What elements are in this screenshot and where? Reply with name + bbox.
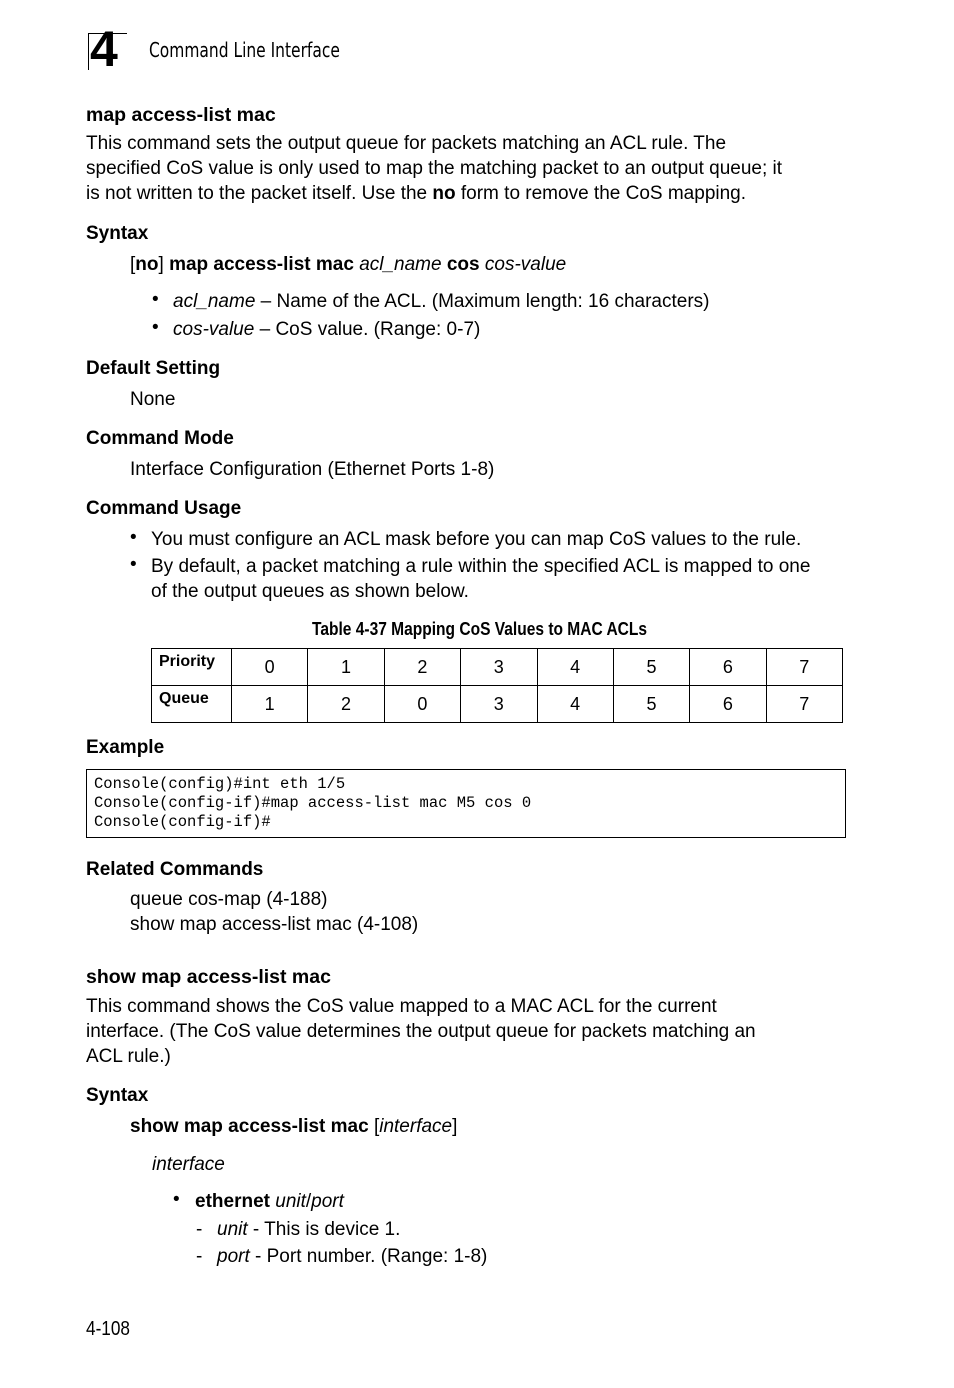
- table-cell: 0: [384, 686, 460, 723]
- param-port: port: [311, 1191, 344, 1212]
- param-desc: – Name of the ACL. (Maximum length: 16 characters): [255, 291, 710, 312]
- sub-param-port: [217, 1244, 487, 1269]
- table-cell: 5: [613, 686, 689, 723]
- command-mode-heading: Command Mode: [86, 428, 234, 449]
- chapter-title: Command Line Interface: [149, 38, 340, 62]
- desc-text: form to remove the CoS mapping.: [455, 183, 747, 204]
- usage-item-2-cont: of the output queues as shown below.: [151, 581, 469, 602]
- table-cell: 4: [537, 649, 613, 686]
- command-title-map-access-list-mac: map access-list mac: [86, 104, 276, 126]
- bracket: [: [130, 254, 136, 275]
- table-cell: 7: [766, 686, 842, 723]
- code-line: Console(config)#int eth 1/5: [94, 775, 346, 793]
- bullet-icon: •: [173, 1189, 180, 1210]
- usage-item-2: By default, a packet matching a rule within the specified ACL is mapped to one: [151, 556, 811, 577]
- table-cell: 3: [461, 649, 537, 686]
- default-setting-heading: Default Setting: [86, 358, 221, 379]
- command-usage-heading: Command Usage: [86, 498, 242, 519]
- param-name: acl_name: [173, 291, 256, 312]
- related-commands-heading: Related Commands: [86, 859, 264, 880]
- table-cell: 6: [690, 686, 766, 723]
- example-code-block: [86, 769, 846, 838]
- cmd2-syntax-heading: Syntax: [86, 1085, 149, 1106]
- bracket: ]: [452, 1116, 458, 1137]
- bullet-icon: •: [152, 317, 159, 338]
- slash: /: [305, 1191, 312, 1212]
- table-cell: 0: [232, 649, 308, 686]
- param-ethernet: [195, 1189, 344, 1214]
- bullet-icon: •: [152, 289, 159, 310]
- bracket: ]: [158, 254, 170, 275]
- syntax-no: no: [135, 254, 159, 275]
- table-caption: Table 4-37 Mapping CoS Values to MAC ACLs: [312, 618, 648, 639]
- param-interface-label: [152, 1152, 225, 1177]
- related-command-1: queue cos-map (4-188): [130, 889, 328, 910]
- table-cell: 4: [537, 686, 613, 723]
- param-name: interface: [152, 1154, 225, 1175]
- related-command-2: show map access-list mac (4-108): [130, 914, 419, 935]
- cmd1-description-line-3: [86, 181, 746, 206]
- syntax-arg-cos-value: cos-value: [484, 254, 567, 275]
- param-keyword: ethernet: [195, 1191, 270, 1212]
- param-desc: - This is device 1.: [247, 1219, 401, 1240]
- table-row-queue: [152, 686, 843, 723]
- syntax-arg-interface: interface: [379, 1116, 453, 1137]
- param-cos-value: [173, 317, 480, 342]
- param-acl-name: [173, 289, 709, 314]
- cmd1-description-line-2: specified CoS value is only used to map the matching packet to an output queue; it: [86, 158, 783, 179]
- dash-icon: -: [196, 1246, 203, 1267]
- param-unit: unit: [275, 1191, 306, 1212]
- usage-item-1: You must configure an ACL mask before you can map CoS values to the rule.: [151, 529, 802, 550]
- page-number: 4-108: [86, 1318, 130, 1340]
- table-cell: 7: [766, 649, 842, 686]
- dash-icon: -: [196, 1219, 203, 1240]
- param-desc: – CoS value. (Range: 0-7): [254, 319, 481, 340]
- syntax-command: show map access-list mac: [130, 1116, 369, 1137]
- param-name: port: [217, 1246, 250, 1267]
- table-cell: 3: [461, 686, 537, 723]
- table-cell: 1: [232, 686, 308, 723]
- table-cell: 5: [613, 649, 689, 686]
- table-row-priority: [152, 649, 843, 686]
- cmd2-syntax-line: [130, 1114, 457, 1139]
- param-desc: - Port number. (Range: 1-8): [249, 1246, 488, 1267]
- table-cell: 2: [308, 686, 384, 723]
- desc-no-keyword: no: [432, 183, 456, 204]
- sub-param-unit: [217, 1217, 400, 1242]
- cmd2-description-line-1: This command shows the CoS value mapped to a MAC ACL for the current: [86, 996, 717, 1017]
- bullet-icon: •: [130, 554, 137, 575]
- syntax-command: map access-list mac: [169, 254, 354, 275]
- table-cell: 6: [690, 649, 766, 686]
- bullet-icon: •: [130, 527, 137, 548]
- row-header-queue: Queue: [152, 686, 232, 723]
- syntax-arg-acl-name: acl_name: [359, 254, 442, 275]
- chapter-number: 4: [90, 21, 118, 77]
- row-header-priority: Priority: [152, 649, 232, 686]
- table-cell: 1: [308, 649, 384, 686]
- cmd1-syntax-heading: Syntax: [86, 223, 149, 244]
- cmd2-description-line-3: ACL rule.): [86, 1046, 171, 1067]
- example-heading: Example: [86, 737, 165, 758]
- default-setting-value: None: [130, 389, 176, 410]
- cmd1-syntax-line: [130, 252, 566, 277]
- cos-mapping-table: [151, 648, 843, 723]
- param-name: unit: [217, 1219, 248, 1240]
- param-name: cos-value: [173, 319, 255, 340]
- desc-text: is not written to the packet itself. Use the: [86, 183, 433, 204]
- command-title-show-map-access-list-mac: show map access-list mac: [86, 966, 331, 988]
- table-cell: 2: [384, 649, 460, 686]
- cmd1-description-line-1: This command sets the output queue for packets matching an ACL rule. The: [86, 133, 727, 154]
- bracket: [: [368, 1116, 380, 1137]
- command-mode-value: Interface Configuration (Ethernet Ports 1-8): [130, 459, 495, 480]
- cmd2-description-line-2: interface. (The CoS value determines the output queue for packets matching an: [86, 1021, 756, 1042]
- code-line: Console(config-if)#: [94, 813, 271, 831]
- code-line: Console(config-if)#map access-list mac M5 cos 0: [94, 794, 532, 812]
- syntax-cos-keyword: cos: [446, 254, 480, 275]
